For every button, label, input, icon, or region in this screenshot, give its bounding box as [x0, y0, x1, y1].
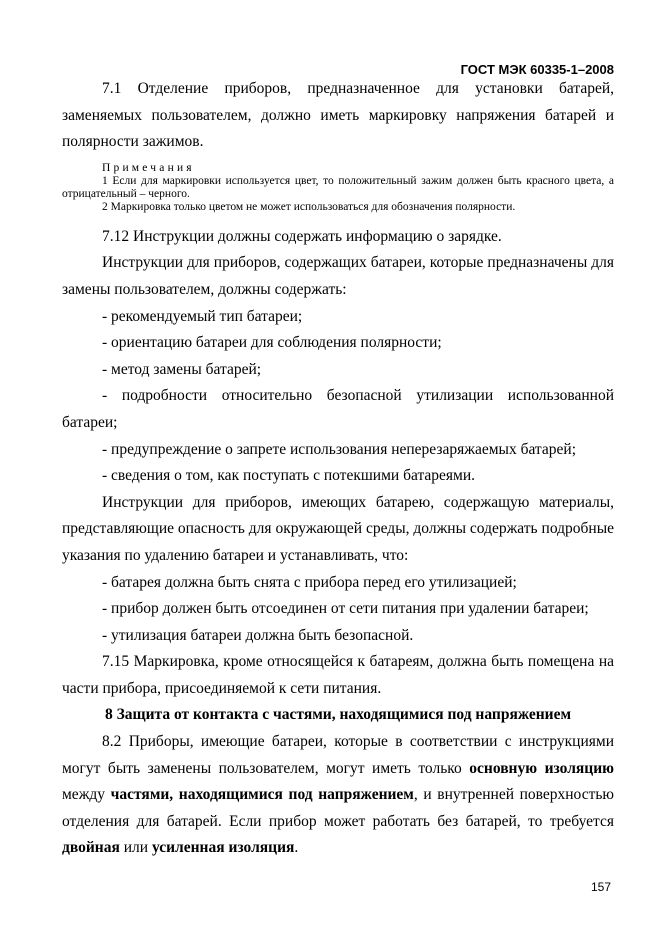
list-item: - батарея должна быть снята с прибора перед его утилизацией;	[102, 573, 517, 591]
term-live-parts: частями, находящимися под напряжением	[110, 786, 414, 804]
paragraph-instructions: Инструкции для приборов, содержащих батареи, которые предназначены для замены пользователем, должны содержать:	[62, 254, 614, 298]
term-basic-insulation: основную изоляцию	[469, 759, 614, 777]
page-number: 157	[590, 880, 611, 894]
list-item: - ориентацию батареи для соблюдения полярности;	[102, 334, 442, 352]
note-1: 1 Если для маркировки используется цвет, то положительный зажим должен быть красного цвета, а отрицательный – черного.	[62, 174, 614, 200]
text-run: 8.2 Приборы, имеющие батареи, которые в соответствии с инструкциями могут быть заменены пользователем, могут иметь только	[62, 733, 614, 777]
list-item: - сведения о том, как поступать с потекшими батареями.	[102, 467, 476, 485]
document-header: ГОСТ МЭК 60335-1–2008	[460, 62, 614, 77]
paragraph-instructions-hazard: Инструкции для приборов, имеющих батарею, содержащую материалы, представляющие опасность для окружающей среды, должны содержать подробные указания по удалению батареи и устанавливать, что:	[62, 493, 614, 564]
list-item: - утилизация батареи должна быть безопасной.	[102, 626, 414, 644]
list-item: - предупреждение о запрете использования неперезаряжаемых батарей;	[102, 440, 577, 458]
text-run: .	[294, 839, 299, 857]
paragraph-7-15: 7.15 Маркировка, кроме относящейся к батареям, должна быть помещена на части прибора, присоединяемой к сети питания.	[62, 653, 614, 697]
section-8-heading: 8 Защита от контакта с частями, находящимися под напряжением	[104, 706, 572, 724]
paragraph-7-1: 7.1 Отделение приборов, предназначенное для установки батарей, заменяемых пользователем, должно иметь маркировку напряжения батарей и полярности зажимов.	[62, 80, 614, 151]
term-reinforced-insulation: усиленная изоляция	[151, 839, 295, 857]
notes-heading: Примечания	[102, 161, 195, 174]
text-run: между	[62, 786, 111, 804]
paragraph-8-2	[62, 729, 614, 862]
paragraph-7-12: 7.12 Инструкции должны содержать информацию о зарядке.	[102, 227, 502, 245]
document-body	[62, 76, 614, 862]
list-item: - подробности относительно безопасной утилизации использованной батареи;	[62, 387, 614, 431]
text-run: , и внутренней поверхностью отделения для батарей. Если прибор может работать без батарей, то требуется	[62, 786, 614, 830]
note-2: 2 Маркировка только цветом не может использоваться для обозначения полярности.	[102, 200, 516, 213]
list-item: - метод замены батарей;	[102, 360, 262, 378]
list-item: - рекомендуемый тип батареи;	[102, 307, 303, 325]
notes-block	[62, 162, 614, 214]
list-item: - прибор должен быть отсоединен от сети питания при удалении батареи;	[102, 600, 589, 618]
text-run: или	[119, 839, 152, 857]
term-double: двойная	[62, 839, 120, 857]
